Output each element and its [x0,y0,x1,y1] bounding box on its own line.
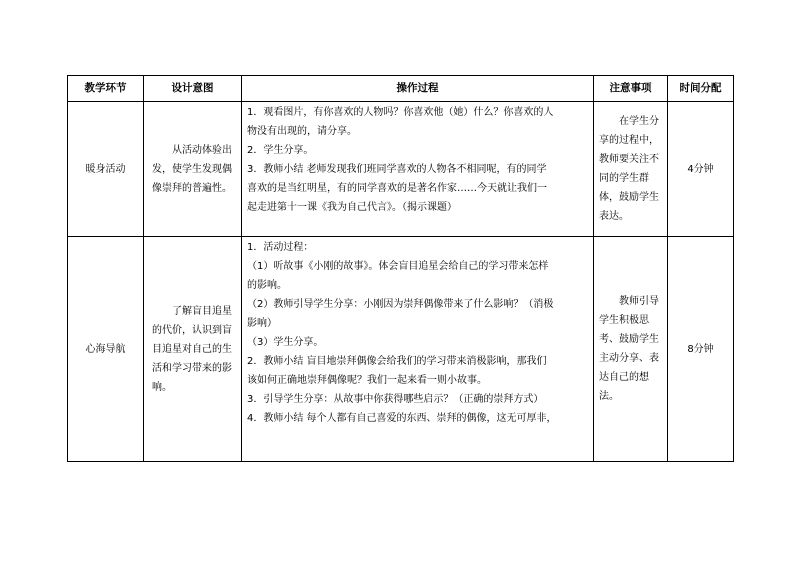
process-line: （2）教师引导学生分享：小刚因为崇拜偶像带来了什么影响？（消极 [247,299,554,310]
time-cell: 4分钟 [668,102,734,237]
intent-cell [144,237,242,462]
table-row [68,237,734,462]
process-line: 喜欢的是当红明星，有的同学喜欢的是著名作家……今天就让我们一 [247,183,547,194]
process-line: 该如何正确地崇拜偶像呢？我们一起来看一则小故事。 [247,375,487,386]
stage-cell: 暖身活动 [68,102,144,237]
process-line: 1．观看图片，有你喜欢的人物吗？你喜欢他（她）什么？你喜欢的人 [247,107,554,118]
header-notes: 注意事项 [594,76,668,102]
process-line: 物没有出现的，请分享。 [247,126,357,137]
header-intent: 设计意图 [144,76,242,102]
intent-text: 了解盲目追星的代价，认识到盲目追星对自己的生活和学习带来的影响。 [152,305,232,393]
process-line: 的影响。 [247,280,287,291]
process-line: 影响） [247,318,277,329]
notes-cell [594,237,668,462]
process-line: 3．引导学生分享：从故事中你获得哪些启示？（正确的崇拜方式） [247,394,544,405]
intent-cell [144,102,242,237]
notes-text: 教师引导学生积极思考、鼓励学生主动分享、表达自己的想法。 [599,296,659,402]
table-row [68,102,734,237]
time-cell: 8分钟 [668,237,734,462]
process-line: （1）听故事《小刚的故事》。体会盲目追星会给自己的学习带来怎样 [247,261,549,272]
process-line: 3．教师小结 老师发现我们班同学喜欢的人物各不相同呢，有的同学 [247,164,547,175]
process-line: 4．教师小结 每个人都有自己喜爱的东西、崇拜的偶像，这无可厚非， [247,413,557,424]
header-time: 时间分配 [668,76,734,102]
header-stage: 教学环节 [68,76,144,102]
process-cell [242,102,594,237]
header-row [68,76,734,102]
notes-text: 在学生分享的过程中，教师要关注不同的学生群体，鼓励学生表达。 [599,116,659,222]
process-cell [242,237,594,462]
lesson-plan-table [67,75,734,462]
process-line: 1．活动过程： [247,242,314,253]
header-process: 操作过程 [242,76,594,102]
process-line: 2．教师小结 盲目地崇拜偶像会给我们的学习带来消极影响，那我们 [247,356,547,367]
process-line: （3）学生分享。 [247,337,324,348]
stage-cell: 心海导航 [68,237,144,462]
intent-text: 从活动体验出发，使学生发现偶像崇拜的普遍性。 [152,144,232,194]
notes-cell [594,102,668,237]
process-line: 起走进第十一课《我为自己代言》。（揭示课题） [247,202,457,213]
process-line: 2．学生分享。 [247,145,314,156]
